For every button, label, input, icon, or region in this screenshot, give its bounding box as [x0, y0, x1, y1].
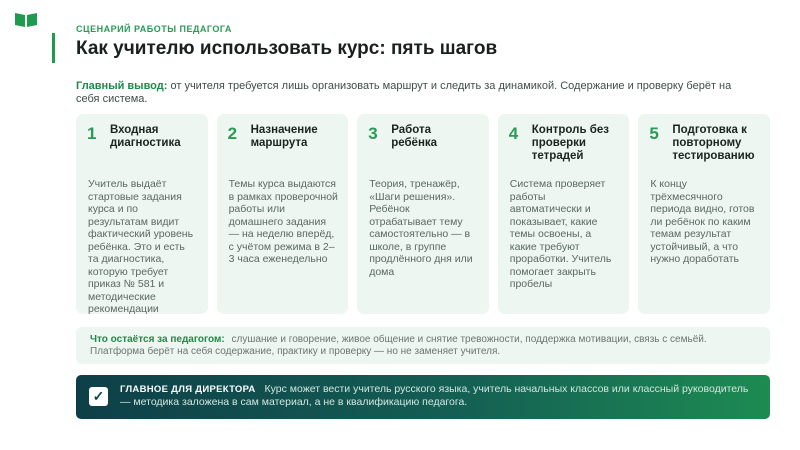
- step-text: Система проверяет работы автоматически и показывает, какие темы освоены, а какие требуют проработки. Учитель помогает закрыть пробелы: [509, 178, 612, 290]
- director-note-label: ГЛАВНОЕ ДЛЯ ДИРЕКТОРА: [120, 384, 256, 395]
- step-title: Контроль без проверки тетрадей: [531, 124, 609, 162]
- step-number: 3: [368, 124, 378, 143]
- step-card-1: [76, 114, 208, 314]
- step-title: Подготовка к повторному тестированию: [672, 124, 755, 162]
- step-card-4: [498, 114, 630, 314]
- step-card-5: [638, 114, 770, 314]
- step-text: Темы курса выдаются в рамках проверочной работы или домашнего задания — на неделю вперёд, с учётом режима в 2–3 часа еженедельно: [228, 178, 338, 265]
- step-number: 1: [87, 124, 97, 143]
- director-note: [76, 375, 770, 419]
- teacher-note-text: слушание и говорение, живое общение и снятие тревожности, поддержка мотивации, связь с семьёй. Платформа берёт на себя содержание, практику и проверку — но не заменяет учителя.: [90, 334, 707, 357]
- step-text: Теория, тренажёр, «Шаги решения». Ребёнок отрабатывает тему самостоятельно — в школе, в группе продлённого дня или дома: [369, 178, 473, 278]
- teacher-note: [76, 327, 770, 364]
- summary-label: Главный вывод:: [76, 80, 168, 92]
- step-number: 2: [227, 124, 238, 143]
- step-card-3: [357, 114, 489, 314]
- step-text: К концу трёхмесячного периода видно, готов ли ребёнок по каким темам результат устойчивый, а что нужно доработать: [650, 178, 755, 265]
- page-title: Как учителю использовать курс: пять шагов: [76, 38, 498, 59]
- director-note-text: Курс может вести учитель русского языка, учитель начальных классов или классный руководитель — методика заложена в сам материал, а не в квалификацию педагога.: [120, 383, 749, 408]
- title-accent-bar: [52, 33, 55, 63]
- teacher-note-label: Что остаётся за педагогом:: [90, 334, 225, 345]
- step-card-2: [217, 114, 349, 314]
- checkmark-icon: ✓: [89, 387, 108, 406]
- steps-row: [76, 114, 770, 314]
- step-title: Работа ребёнка: [391, 124, 438, 149]
- step-title: Назначение маршрута: [250, 124, 318, 149]
- step-number: 5: [649, 124, 659, 143]
- summary-paragraph: [76, 80, 756, 106]
- step-title: Входная диагностика: [110, 124, 181, 149]
- summary-text: от учителя требуется лишь организовать маршрут и следить за динамикой. Содержание и проверку берёт на себя система.: [76, 80, 732, 105]
- section-kicker: СЦЕНАРИЙ РАБОТЫ ПЕДАГОГА: [76, 24, 232, 34]
- step-text: Учитель выдаёт стартовые задания курса и по результатам видит фактический уровень ребёнка. Это и есть та диагностика, которую требует приказ № 581 и методические рекомендации: [88, 178, 194, 315]
- open-book-icon: [14, 12, 38, 28]
- step-number: 4: [508, 124, 519, 143]
